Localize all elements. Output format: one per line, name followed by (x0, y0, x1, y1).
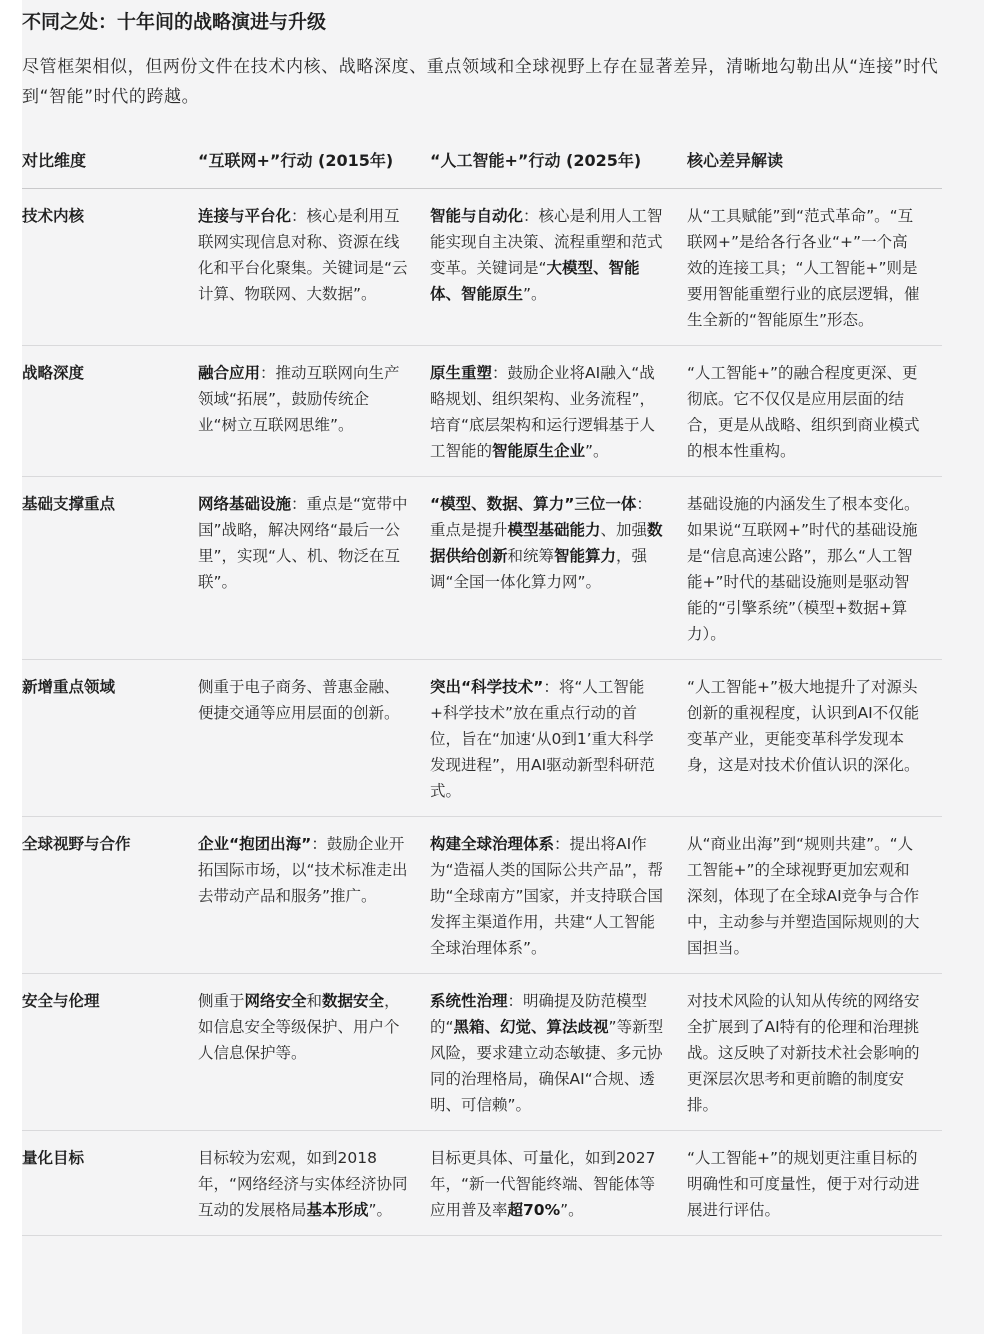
cell-ai-plus (430, 189, 687, 346)
cell-text: 目标较为宏观，如到2018年，“网络经济与实体经济协同互动的发展格局 (198, 1149, 408, 1219)
cell-internet-plus (198, 346, 430, 477)
cell-text: ：鼓励企业开拓国际市场，以“技术标准走出去带动产品和服务”推广。 (198, 835, 408, 905)
cell-dimension: 安全与伦理 (22, 974, 198, 1131)
table-row (22, 477, 942, 660)
comparison-table-wrapper (22, 136, 942, 1236)
cell-bold-text: 构建全球治理体系 (430, 835, 555, 853)
cell-bold-text: 黑箱、幻觉、算法歧视 (453, 1018, 609, 1036)
cell-bold-text: 连接与平台化 (198, 207, 292, 225)
cell-text: 目标更具体、可量化，如到2027年，“新一代智能终端、智能体等应用普及率 (430, 1149, 656, 1219)
cell-bold-text: 数据安全 (322, 992, 385, 1010)
table-body (22, 189, 942, 1236)
cell-text: ：提出将AI作为“造福人类的国际公共产品”，帮助“全球南方”国家，并支持联合国发挥主渠道作用，共建“人工智能全球治理体系”。 (430, 835, 664, 957)
cell-ai-plus (430, 477, 687, 660)
cell-bold-text: 模型基础能力 (507, 521, 601, 539)
cell-text: 对技术风险的认知从传统的网络安全扩展到了AI特有的伦理和治理挑战。这反映了对新技术社会影响的更深层次思考和更前瞻的制度安排。 (687, 992, 920, 1114)
cell-internet-plus (198, 817, 430, 974)
cell-text: ，如信息安全等级保护、用户个人信息保护等。 (198, 992, 400, 1062)
cell-dimension: 战略深度 (22, 346, 198, 477)
table-row (22, 189, 942, 346)
cell-core-difference (687, 1131, 942, 1236)
section-title: 不同之处：十年间的战略演进与升级 (22, 11, 327, 33)
cell-text: ，强调“全国一体化算力网”。 (430, 547, 648, 591)
header-ai-plus: “人工智能+”行动 (2025年) (430, 136, 687, 189)
cell-bold-text: 大模型、智能体、智能原生 (430, 259, 640, 303)
cell-bold-text: 数据供给创新 (430, 521, 663, 565)
cell-text: ”。 (368, 1201, 393, 1219)
cell-core-difference (687, 189, 942, 346)
cell-ai-plus (430, 660, 687, 817)
table-row (22, 1131, 942, 1236)
cell-bold-text: 原生重塑 (430, 364, 493, 382)
cell-core-difference (687, 346, 942, 477)
cell-text: ：重点是提升 (430, 495, 652, 539)
cell-text: ”。 (585, 442, 609, 460)
intro-paragraph: 尽管框架相似，但两份文件在技术内核、战略深度、重点领域和全球视野上存在显著差异，清晰地勾勒出从“连接”时代到“智能”时代的跨越。 (22, 57, 939, 107)
cell-bold-text: 超70% (507, 1201, 561, 1219)
cell-dimension: 新增重点领域 (22, 660, 198, 817)
cell-text: “人工智能+”的融合程度更深、更彻底。它不仅仅是应用层面的结合，更是从战略、组织到商业模式的根本性重构。 (687, 364, 920, 460)
cell-text: 侧重于 (198, 992, 245, 1010)
cell-core-difference (687, 477, 942, 660)
cell-dimension: 基础支撑重点 (22, 477, 198, 660)
table-header-row (22, 136, 942, 189)
cell-core-difference (687, 974, 942, 1131)
cell-internet-plus (198, 189, 430, 346)
cell-text: 从“商业出海”到“规则共建”。“人工智能+”的全球视野更加宏观和深刻，体现了在全球AI竞争与合作中，主动参与并塑造国际规则的大国担当。 (687, 835, 920, 957)
cell-text: ：核心是利用人工智能实现自主决策、流程重塑和范式变革。关键词是“ (430, 207, 663, 277)
cell-core-difference (687, 660, 942, 817)
cell-text: 侧重于电子商务、普惠金融、便捷交通等应用层面的创新。 (198, 678, 400, 722)
cell-text: ：核心是利用互联网实现信息对称、资源在线化和平台化聚集。关键词是“云计算、物联网、大数据”。 (198, 207, 408, 303)
cell-bold-text: 智能原生企业 (492, 442, 586, 460)
cell-bold-text: 网络安全 (244, 992, 307, 1010)
cell-internet-plus (198, 477, 430, 660)
cell-text: 从“工具赋能”到“范式革命”。“互联网+”是给各行各业“+”一个高效的连接工具；“人工智能+”则是要用智能重塑行业的底层逻辑，催生全新的“智能原生”形态。 (687, 207, 920, 329)
cell-internet-plus (198, 974, 430, 1131)
cell-text: 基础设施的内涵发生了根本变化。如果说“互联网+”时代的基础设施是“信息高速公路”，那么“人工智能+”时代的基础设施则是驱动智能的“引擎系统”（模型+数据+算力）。 (687, 495, 920, 643)
cell-text: 和 (306, 992, 323, 1010)
cell-bold-text: 智能与自动化 (430, 207, 524, 225)
table-row (22, 346, 942, 477)
cell-bold-text: 突出“科学技术” (430, 678, 544, 696)
cell-dimension: 技术内核 (22, 189, 198, 346)
cell-ai-plus (430, 817, 687, 974)
cell-bold-text: 网络基础设施 (198, 495, 292, 513)
cell-internet-plus (198, 1131, 430, 1236)
header-core-difference: 核心差异解读 (687, 136, 942, 189)
cell-text: ：推动互联网向生产领域“拓展”，鼓励传统企业“树立互联网思维”。 (198, 364, 400, 434)
cell-bold-text: 系统性治理 (430, 992, 508, 1010)
cell-text: 、加强 (600, 521, 648, 539)
cell-text: “人工智能+”极大地提升了对源头创新的重视程度，认识到AI不仅能变革产业，更能变革科学发现本身，这是对技术价值认识的深化。 (687, 678, 920, 774)
cell-text: 和统筹 (507, 547, 555, 565)
cell-text: “人工智能+”的规划更注重目标的明确性和可度量性，便于对行动进展进行评估。 (687, 1149, 920, 1219)
cell-dimension: 全球视野与合作 (22, 817, 198, 974)
cell-text: ”。 (523, 285, 547, 303)
cell-ai-plus (430, 974, 687, 1131)
cell-bold-text: 企业“抱团出海” (198, 835, 312, 853)
cell-text: ：明确提及防范模型的“ (430, 992, 648, 1036)
cell-text: ：将“人工智能+科学技术”放在重点行动的首位，旨在“加速‘从0到1’重大科学发现进程”，用AI驱动新型科研范式。 (430, 678, 655, 800)
cell-bold-text: 基本形成 (306, 1201, 369, 1219)
cell-dimension: 量化目标 (22, 1131, 198, 1236)
comparison-table (22, 136, 942, 1236)
header-dimension: 对比维度 (22, 136, 198, 189)
cell-core-difference (687, 817, 942, 974)
cell-text: ：重点是“宽带中国”战略，解决网络“最后一公里”，实现“人、机、物泛在互联”。 (198, 495, 408, 591)
table-row (22, 817, 942, 974)
table-row (22, 974, 942, 1131)
cell-bold-text: “模型、数据、算力”三位一体 (430, 495, 637, 513)
cell-internet-plus (198, 660, 430, 817)
cell-ai-plus (430, 1131, 687, 1236)
cell-bold-text: 融合应用 (198, 364, 261, 382)
header-internet-plus: “互联网+”行动 (2015年) (198, 136, 430, 189)
table-row (22, 660, 942, 817)
cell-text: ”等新型风险，要求建立动态敏捷、多元协同的治理格局，确保AI“合规、透明、可信赖”。 (430, 1018, 664, 1114)
cell-bold-text: 智能算力 (554, 547, 617, 565)
cell-ai-plus (430, 346, 687, 477)
cell-text: ”。 (560, 1201, 584, 1219)
cell-text: ：鼓励企业将AI融入“战略规划、组织架构、业务流程”，培育“底层架构和运行逻辑基于人工智能的 (430, 364, 656, 460)
